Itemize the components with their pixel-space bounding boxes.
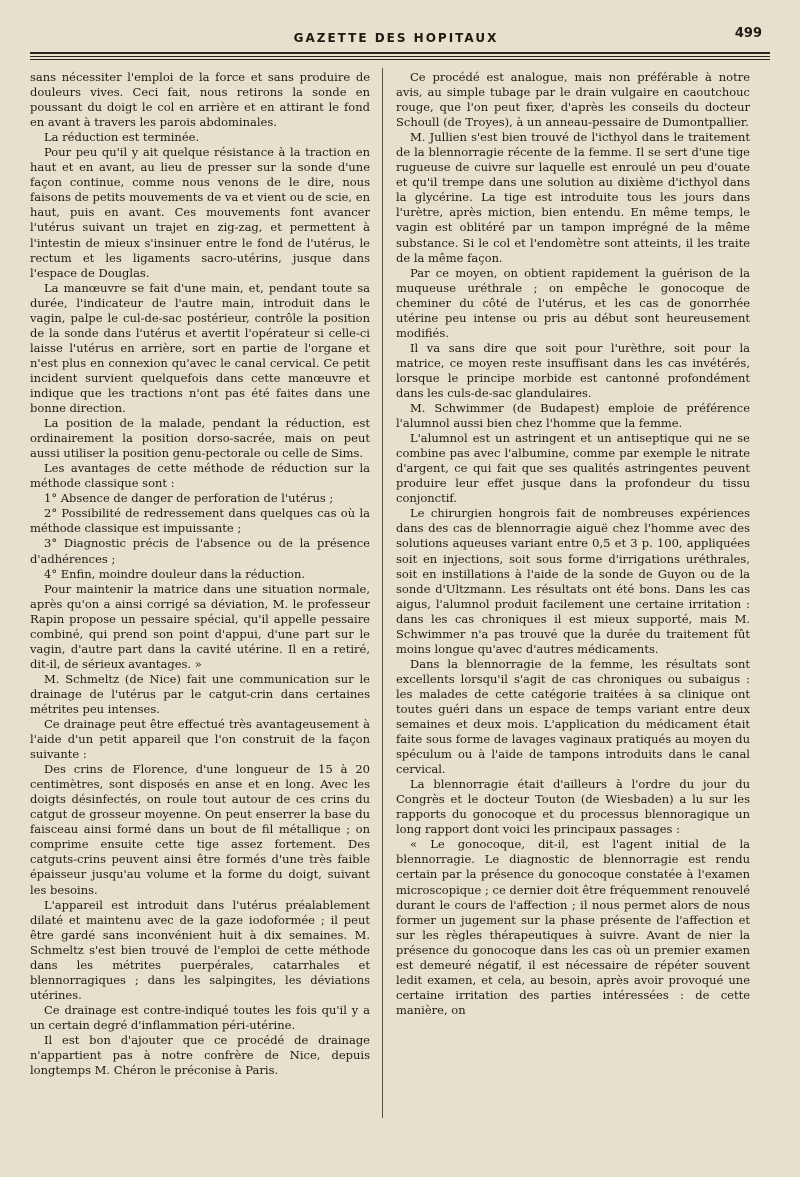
column-divider	[382, 68, 383, 1118]
paragraph: La position de la malade, pendant la réduction, est ordinairement la position dorso-sacrée, mais on peut aussi utiliser la position genu-pectorale ou celle de Sims.	[30, 416, 370, 461]
header-rule	[30, 52, 770, 54]
paragraph: Ce drainage peut être effectué très avantageusement à l'aide d'un petit appareil que l'on construit de la façon suivante :	[30, 717, 370, 762]
paragraph: La manœuvre se fait d'une main, et, pendant toute sa durée, l'indicateur de l'autre main, introduit dans le vagin, palpe le cul-de-sac postérieur, contrôle la position de la sonde dans l'utérus et avertit l'opérateur si celle-ci laisse l'utérus en arrière, sort en partie de l'organe et n'est plus en connexion qu'avec le canal cervical. Ce petit incident survient quelquefois dans cette manœuvre et indique que les tractions n'ont pas été faites dans une bonne direction.	[30, 280, 370, 416]
paragraph: M. Schmeltz (de Nice) fait une communication sur le drainage de l'utérus par le catgut-crin dans certaines métrites peu intenses.	[30, 671, 370, 716]
paragraph: La réduction est terminée.	[44, 130, 200, 145]
left-column	[30, 70, 370, 1078]
list-item: 1° Absence de danger de perforation de l'utérus ;	[44, 491, 334, 506]
paragraph: Les avantages de cette méthode de réduction sur la méthode classique sont :	[30, 461, 370, 491]
journal-title: GAZETTE DES HOPITAUX	[293, 31, 499, 45]
paragraph: Il va sans dire que soit pour l'urèthre, soit pour la matrice, ce moyen reste insuffisant dans les cas invétérés, lorsque le principe morbide est cantonné profondément dans les culs-de-sac glandulaires.	[396, 340, 750, 400]
paragraph: L'alumnol est un astringent et un antiseptique qui ne se combine pas avec l'albumine, comme par exemple le nitrate d'argent, ce qui fait que ses qualités astringentes peuvent produire leur effet jusque dans la profondeur du tissu conjonctif.	[396, 431, 750, 506]
page-number: 499	[734, 26, 762, 41]
paragraph: Le chirurgien hongrois fait de nombreuses expériences dans des cas de blennorragie aiguë chez l'homme avec des solutions aqueuses variant entre 0,5 et 3 p. 100, appliquées soit en injections, soit sous forme d'irrigations uréthrales, soit en instillations à l'aide de la sonde de Guyon ou de la sonde d'Ultzmann. Les résultats ont été bons. Dans les cas aigus, l'alumnol produit facilement une certaine irritation : dans les cas chroniques il est mieux supporté, mais M. Schwimmer n'a pas trouvé que la durée du traitement fût moins longue qu'avec d'autres médicaments.	[396, 506, 750, 656]
paragraph: Ce drainage est contre-indiqué toutes les fois qu'il y a un certain degré d'inflammation péri-utérine.	[30, 1002, 370, 1032]
paragraph: Des crins de Florence, d'une longueur de 15 à 20 centimètres, sont disposés en anse et en long. Avec les doigts désinfectés, on roule tout autour de ces crins du catgut de grosseur moyenne. On peut enserrer la base du faisceau ainsi formé dans un bout de fil métallique ; on comprime ensuite cette tige assez fortement. Des catguts-crins peuvent ainsi être formés d'une très faible épaisseur jusqu'au volume et la forme du doigt, suivant les besoins.	[30, 762, 370, 897]
list-item: 2° Possibilité de redressement dans quelques cas où la méthode classique est impuissante ;	[30, 506, 370, 536]
page-header	[30, 22, 762, 46]
paragraph: « Le gonocoque, dit-il, est l'agent initial de la blennorragie. Le diagnostic de blennorragie est rendu certain par la présence du gonocoque constatée à l'examen microscopique ; ce dernier doit être fréquemment renouvelé durant le cours de l'affection ; il nous permet alors de nous former un jugement sur la phase présente de l'affection et sur les règles thérapeutiques à suivre. Avant de nier la présence du gonocoque dans les cas où un premier examen est demeuré négatif, il est nécessaire de répéter souvent ledit examen, et cela, au besoin, après avoir provoqué une certaine irritation des parties intéressées : de cette manière, on	[396, 837, 751, 1017]
paragraph: sans nécessiter l'emploi de la force et sans produire de douleurs vives. Ceci fait, nous retirons la sonde en poussant du doigt le col en arrière et en attirant le fond en avant à travers les parois abdominales.	[30, 70, 370, 130]
paragraph: Il est bon d'ajouter que ce procédé de drainage n'appartient pas à notre confrère de Nice, depuis longtemps M. Chéron le préconise à Paris.	[30, 1033, 370, 1078]
paragraph: Pour maintenir la matrice dans une situation normale, après qu'on a ainsi corrigé sa déviation, M. le professeur Rapin propose un pessaire spécial, qu'il appelle pessaire combiné, qui prend son point d'appui, d'une part sur le vagin, d'autre part dans la cavité utérine. Il en a retiré, dit-il, de sérieux avantages. »	[30, 581, 370, 671]
right-column	[396, 70, 750, 1018]
list-item: 4° Enfin, moindre douleur dans la réduction.	[44, 566, 306, 581]
paragraph: Pour peu qu'il y ait quelque résistance à la traction en haut et en avant, au lieu de presser sur la sonde d'une façon continue, comme nous venons de le dire, nous faisons de petits mouvements de va et vient ou de scie, en haut, puis en avant. Ces mouvements font avancer l'utérus suivant un trajet en zig-zag, et permettent à l'intestin de mieux s'insinuer entre le fond de l'utérus, le rectum et les ligaments sacro-utérins, jusque dans l'espace de Douglas.	[30, 145, 370, 280]
paragraph: L'appareil est introduit dans l'utérus préalablement dilaté et maintenu avec de la gaze iodoformée ; il peut être gardé sans inconvénient huit à dix semaines. M. Schmeltz s'est bien trouvé de l'emploi de cette méthode dans les métrites puerpérales, catarrhales et blennorragiques ; dans les salpingites, les déviations utérines.	[30, 897, 370, 1002]
paragraph: Dans la blennorragie de la femme, les résultats sont excellents lorsqu'il s'agit de cas chroniques ou subaigus : les malades de cette catégorie traitées à sa clinique ont toutes guéri dans un espace de temps variant entre deux semaines et deux mois. L'application du médicament était faite sous forme de lavages vaginaux pratiqués au moyen du spéculum ou à l'aide de tampons introduits dans le canal cervical.	[396, 656, 750, 777]
paragraph: M. Schwimmer (de Budapest) emploie de préférence l'alumnol aussi bien chez l'homme que la femme.	[396, 401, 750, 431]
header-rule-thin	[30, 56, 770, 57]
list-item: 3° Diagnostic précis de l'absence ou de la présence d'adhérences ;	[30, 536, 370, 566]
paragraph: M. Jullien s'est bien trouvé de l'icthyol dans le traitement de la blennorragie récente de la femme. Il se sert d'une tige rugueuse de cuivre sur laquelle est enroulé un peu d'ouate et qu'il trempe dans une solution au dixième d'icthyol dans la glycérine. La tige est introduite tous les jours dans l'urètre, après miction, bien entendu. En même temps, le vagin est oblitéré par un tampon imprégné de la même substance. Si le col et l'endomètre sont atteints, il les traite de la même façon.	[396, 130, 750, 265]
paragraph: Par ce moyen, on obtient rapidement la guérison de la muqueuse uréthrale ; on empêche le gonocoque de cheminer du côté de l'utérus, et les cas de gonorrhée utérine peu intense ou pris au début sont heureusement modifiés.	[396, 265, 750, 340]
paragraph: La blennorragie était d'ailleurs à l'ordre du jour du Congrès et le docteur Touton (de Wiesbaden) a lu sur les rapports du gonocoque et du processus blennoragique un long rapport dont voici les principaux passages :	[396, 777, 750, 837]
paragraph: Ce procédé est analogue, mais non préférable à notre avis, au simple tubage par le drain vulgaire en caoutchouc rouge, que l'on peut fixer, d'après les conseils du docteur Schoull (de Troyes), à un anneau-pessaire de Dumontpallier.	[396, 70, 750, 130]
header-rule-thin-2	[30, 59, 770, 60]
